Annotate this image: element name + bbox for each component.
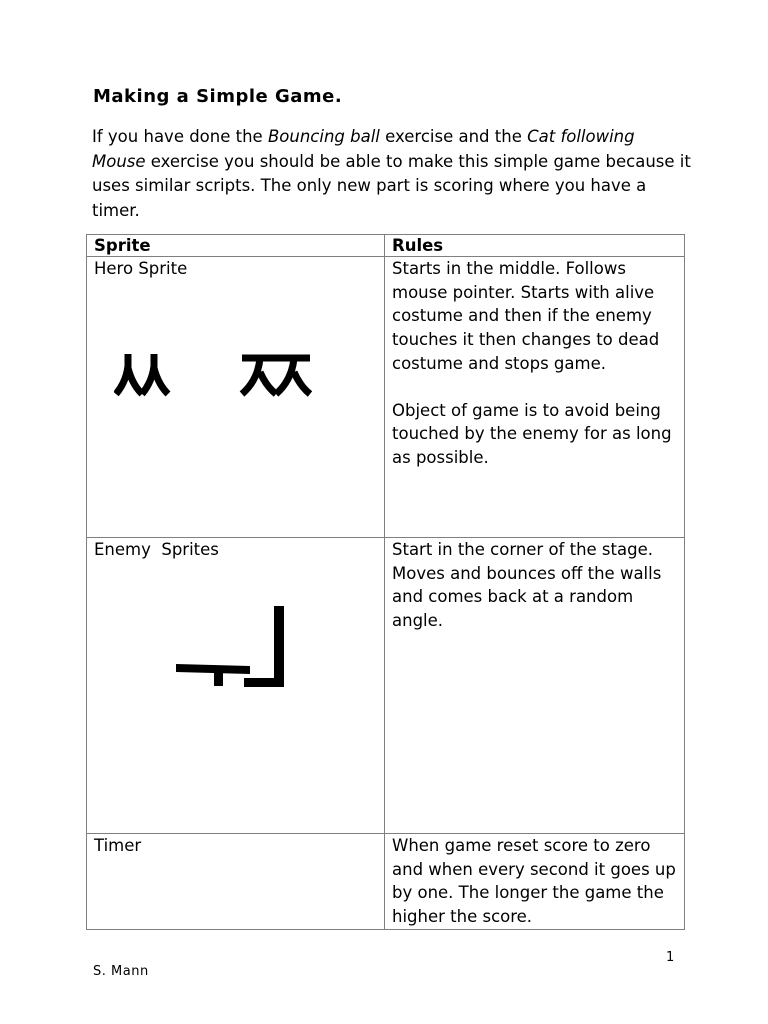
hero-alive-costume-icon (116, 354, 168, 394)
page-title: Making a Simple Game. (93, 86, 343, 107)
sprite-rules-table (86, 234, 685, 930)
enemy-sprites-image (174, 604, 290, 690)
intro-emphasis-cat-following-mouse: Cat following Mouse (92, 127, 635, 171)
header-sprite: Sprite (87, 235, 385, 257)
enemy-rule-1: Start in the corner of the stage. Moves and bounces off the walls and comes back at a random angle. (392, 540, 662, 631)
hero-rule-2: Object of game is to avoid being touched by the enemy for as long as possible. (392, 400, 672, 467)
enemy-sprite-icon (176, 606, 284, 687)
page-number: 1 (666, 950, 675, 965)
cell-enemy-rules (385, 538, 685, 834)
table-row-timer (87, 834, 685, 930)
intro-paragraph (92, 125, 692, 223)
hero-dead-costume-icon (242, 358, 310, 394)
cell-hero-rules (385, 257, 685, 538)
table-header-row (87, 235, 685, 257)
intro-text-1: If you have done the (92, 127, 268, 146)
cell-timer-rules (385, 834, 685, 930)
hero-sprite-label: Hero Sprite (94, 259, 188, 278)
timer-sprite-label: Timer (94, 836, 142, 855)
author-name: S. Mann (93, 964, 149, 979)
intro-emphasis-bouncing-ball: Bouncing ball (267, 127, 380, 146)
hero-rule-1: Starts in the middle. Follows mouse pointer. Starts with alive costume and then if the enemy touches it then changes to dead costume and stops game. (392, 259, 660, 373)
intro-text-3: exercise you should be able to make this simple game because it uses similar scripts. The only new part is scoring where you have a timer. (92, 151, 691, 220)
intro-text-2: exercise and the (379, 127, 528, 146)
timer-rule-1: When game reset score to zero and when every second it goes up by one. The longer the game the higher the score. (392, 836, 676, 927)
header-rules: Rules (385, 235, 685, 257)
cell-timer-sprite (87, 834, 385, 930)
hero-sprite-costumes-image (114, 348, 314, 400)
enemy-sprite-label: Enemy Sprites (94, 540, 219, 559)
